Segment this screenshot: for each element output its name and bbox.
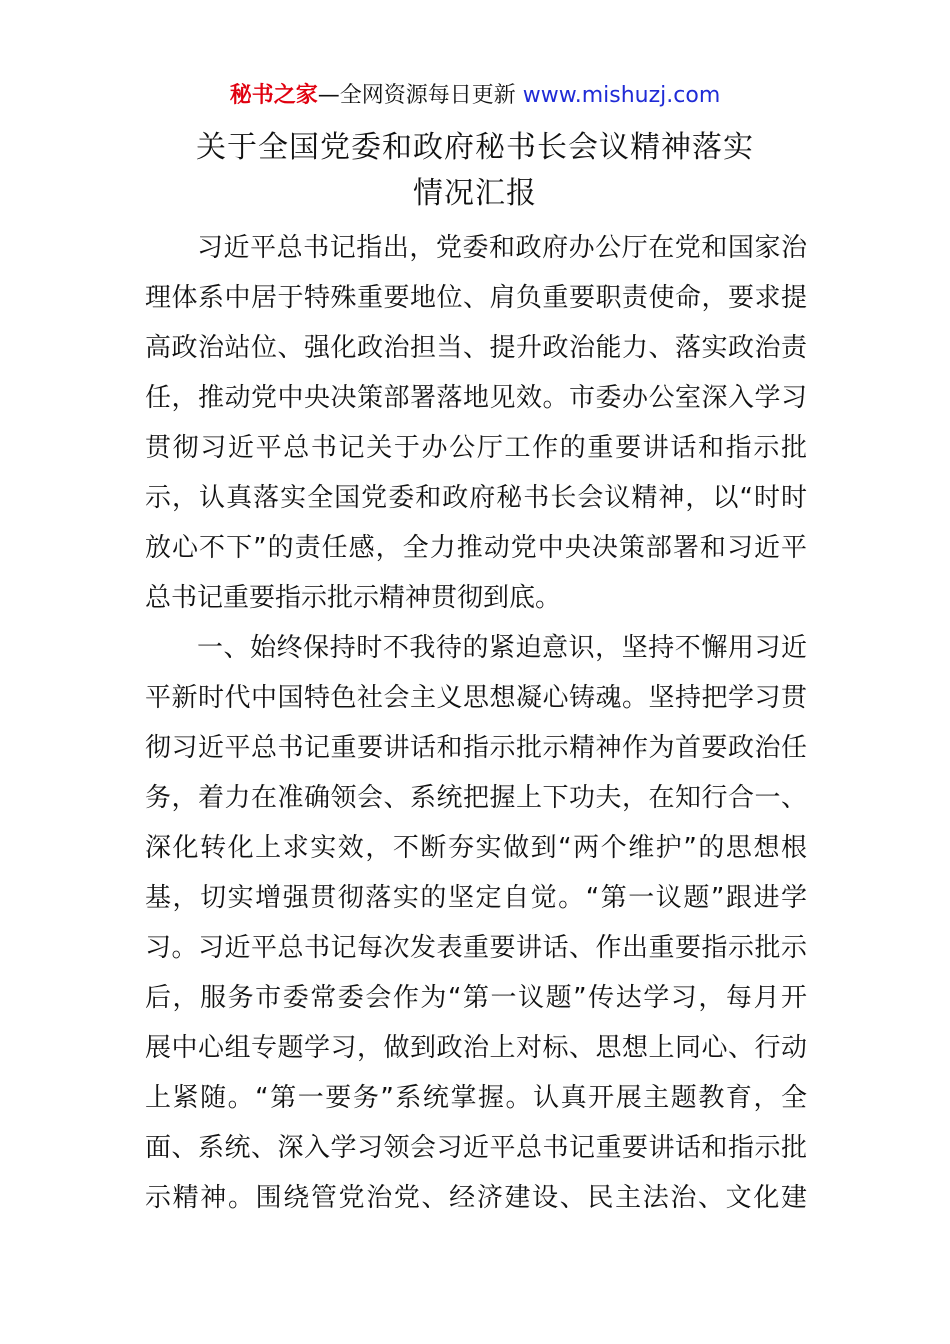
title-line-2: 情况汇报 (413, 176, 537, 211)
paragraph-line: 上紧随。“第一要务”系统掌握。认真开展主题教育，全 (145, 1083, 807, 1113)
paragraph-line: 一、始终保持时不我待的紧迫意识，坚持不懈用习近 (197, 633, 807, 663)
paragraph-line: 后，服务市委常委会作为“第一议题”传达学习，每月开 (145, 983, 807, 1013)
paragraph-line: 示精神。围绕管党治党、经济建设、民主法治、文化建 (145, 1183, 807, 1213)
paragraph-line: 深化转化上求实效，不断夯实做到“两个维护”的思想根 (145, 833, 807, 863)
paragraph-line: 习近平总书记指出，党委和政府办公厅在党和国家治 (197, 233, 807, 263)
paragraph-line: 任，推动党中央决策部署落地见效。市委办公室深入学习 (145, 383, 807, 413)
paragraph-line: 高政治站位、强化政治担当、提升政治能力、落实政治责 (145, 333, 807, 363)
document-body (145, 223, 807, 1223)
brand-name: 秘书之家 (229, 83, 318, 108)
paragraph-line: 放心不下”的责任感，全力推动党中央决策部署和习近平 (145, 533, 807, 563)
paragraph-line: 习。习近平总书记每次发表重要讲话、作出重要指示批示 (145, 933, 807, 963)
paragraph-line: 示，认真落实全国党委和政府秘书长会议精神，以“时时 (145, 483, 807, 513)
paragraph-line: 平新时代中国特色社会主义思想凝心铸魂。坚持把学习贯 (145, 683, 807, 713)
paragraph-line: 展中心组专题学习，做到政治上对标、思想上同心、行动 (145, 1033, 807, 1063)
paragraph-line: 面、系统、深入学习领会习近平总书记重要讲话和指示批 (145, 1133, 807, 1163)
document-title (0, 125, 950, 217)
site-header (0, 79, 950, 113)
paragraph-line: 彻习近平总书记重要讲话和指示批示精神作为首要政治任 (145, 733, 807, 763)
paragraph-line: 理体系中居于特殊重要地位、肩负重要职责使命，要求提 (145, 283, 807, 313)
paragraph-line: 基，切实增强贯彻落实的坚定自觉。“第一议题”跟进学 (145, 883, 807, 913)
header-tagline: —全网资源每日更新 (317, 83, 523, 108)
paragraph-line: 总书记重要指示批示精神贯彻到底。 (145, 583, 562, 613)
title-line-1: 关于全国党委和政府秘书长会议精神落实 (196, 130, 754, 165)
paragraph-line: 务，着力在准确领会、系统把握上下功夫，在知行合一、 (145, 783, 807, 813)
site-url-link[interactable]: www.mishuzj.com (522, 83, 721, 108)
paragraph-line: 贯彻习近平总书记关于办公厅工作的重要讲话和指示批 (145, 433, 807, 463)
